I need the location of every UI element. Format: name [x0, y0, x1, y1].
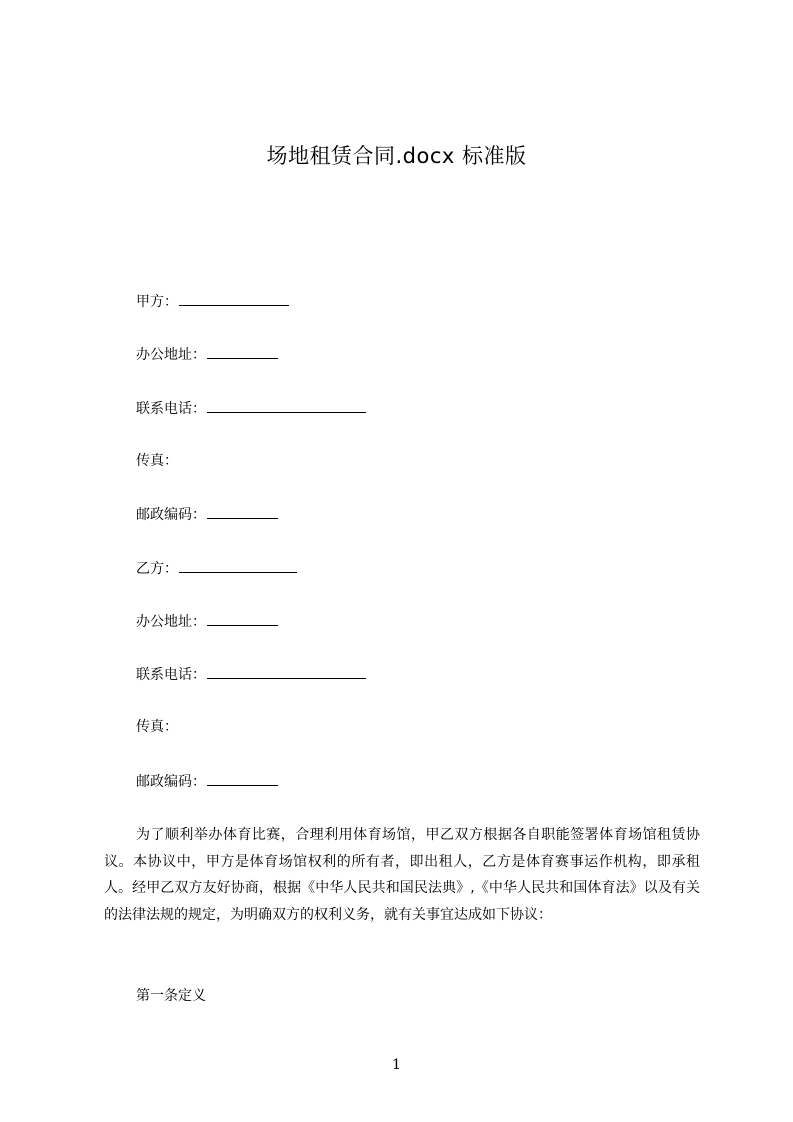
section-1-heading: 第一条定义: [136, 988, 206, 1004]
party-a-name-label: 甲方：: [136, 294, 178, 310]
party-b-address-field: [136, 611, 278, 632]
document-title: 场地租赁合同.docx 标准版: [266, 144, 527, 168]
party-b-fax-label: 传真：: [136, 719, 178, 735]
party-a-postcode-label: 邮政编码：: [136, 507, 206, 523]
party-a-address-blank: [207, 344, 278, 359]
preamble-paragraph: 为了顺利举办体育比赛，合理利用体育场馆，甲乙双方根据各自职能签署体育场馆租赁协议。本协议中，甲方是体育场馆权利的所有者，即出租人，乙方是体育赛事运作机构，即承租人。经甲乙双方友好协商，根据《中华人民共和国民法典》,《中华人民共和国体育法》以及有关的法律法规的规定，为明确双方的权利义务，就有关事宜达成如下协议：: [104, 827, 700, 923]
page-number: 1: [392, 1057, 401, 1073]
party-b-postcode-field: [136, 771, 278, 792]
party-b-fax-field: [136, 717, 178, 737]
party-b-phone-field: [136, 664, 366, 685]
party-b-address-blank: [207, 611, 278, 626]
party-a-name-blank: [179, 291, 289, 306]
party-b-postcode-label: 邮政编码：: [136, 774, 206, 790]
party-a-fax-field: [136, 451, 178, 471]
party-a-name-field: [136, 291, 289, 312]
party-b-phone-label: 联系电话：: [136, 667, 206, 683]
party-b-postcode-blank: [207, 771, 278, 786]
party-b-name-label: 乙方：: [136, 561, 178, 577]
party-a-phone-blank: [207, 398, 366, 413]
party-b-name-blank: [179, 558, 297, 573]
party-a-postcode-field: [136, 504, 278, 525]
party-b-address-label: 办公地址：: [136, 614, 206, 630]
party-a-address-field: [136, 344, 278, 365]
party-b-name-field: [136, 558, 297, 579]
party-b-phone-blank: [207, 664, 366, 679]
party-a-phone-field: [136, 398, 366, 419]
party-a-phone-label: 联系电话：: [136, 401, 206, 417]
party-a-fax-label: 传真：: [136, 453, 178, 469]
party-a-postcode-blank: [207, 504, 278, 519]
party-a-address-label: 办公地址：: [136, 347, 206, 363]
